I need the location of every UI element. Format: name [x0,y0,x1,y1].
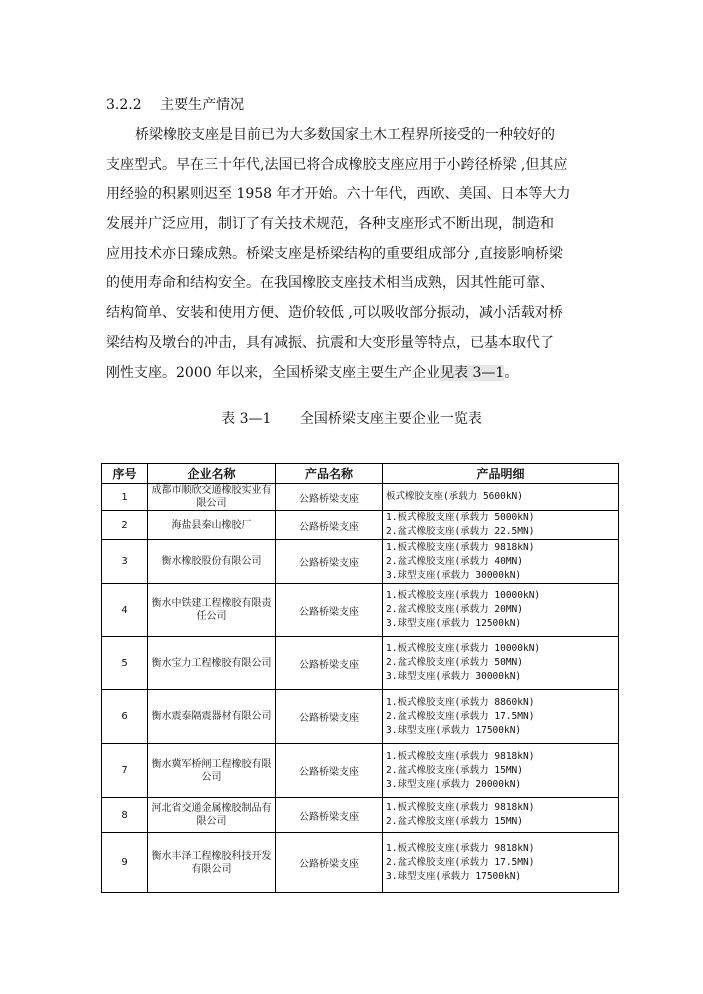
detail-line: 1.板式橡胶支座(承载力 10000kN) [386,643,541,654]
detail-line: 2.盆式橡胶支座(承载力 15MN) [386,764,523,776]
detail-line: 2.盆式橡胶支座(承载力 22.5MN) [386,526,535,537]
row-no: 8 [102,798,148,833]
row-product: 公路桥梁支座 [276,540,383,584]
table-caption-title: 全国桥梁支座主要企业一览表 [299,411,482,427]
detail-line: 板式橡胶支座(承载力 5600kN) [386,491,523,502]
row-details [383,833,619,893]
row-company: 衡水震泰隔震器材有限公司 [148,690,276,744]
detail-line: 1.板式橡胶支座(承载力 8860kN) [386,696,535,708]
row-product: 公路桥梁支座 [276,511,383,540]
detail-line: 1.板式橡胶支座(承载力 9818kN) [386,541,535,553]
table-row [102,833,619,893]
row-product: 公路桥梁支座 [276,833,383,893]
row-details [383,744,619,798]
section-heading [106,94,244,114]
detail-line: 3.球型支座(承载力 30000kN) [386,671,522,682]
row-no: 4 [102,584,148,637]
table-row [102,744,619,798]
row-details [383,798,619,833]
paragraph-line: 支座型式。早在三十年代,法国已将合成橡胶支座应用于小跨径桥梁 ,但其应 [106,156,568,173]
row-no: 7 [102,744,148,798]
body-paragraph [106,121,606,388]
detail-line: 2.盆式橡胶支座(承载力 17.5MN) [386,856,535,868]
row-details [383,690,619,744]
table-caption [0,408,703,428]
row-company: 成都市顺欣交通橡胶实业有限公司 [148,484,276,511]
detail-line: 2.盆式橡胶支座(承载力 50MN) [386,657,523,668]
detail-line: 2.盆式橡胶支座(承载力 15MN) [386,816,523,827]
detail-line: 3.球型支座(承载力 30000kN) [386,569,522,581]
row-company: 衡水宝力工程橡胶有限公司 [148,637,276,690]
table-reference-highlight: 见表 3—1 [440,364,505,381]
row-product: 公路桥梁支座 [276,798,383,833]
table-header-row [102,464,619,484]
row-details [383,484,619,511]
row-company: 河北省交通金属橡胶制品有限公司 [148,798,276,833]
row-company: 衡水中铁建工程橡胶有限责任公司 [148,584,276,637]
row-details [383,584,619,637]
section-number: 3.2.2 [106,97,142,113]
detail-line: 1.板式橡胶支座(承载力 5000kN) [386,512,535,523]
row-product: 公路桥梁支座 [276,584,383,637]
header-no: 序号 [102,464,148,484]
row-company: 衡水丰泽工程橡胶科技开发有限公司 [148,833,276,893]
row-product: 公路桥梁支座 [276,637,383,690]
row-no: 3 [102,540,148,584]
detail-line: 1.板式橡胶支座(承载力 10000kN) [386,590,541,601]
detail-line: 3.球型支座(承载力 17500kN) [386,724,522,736]
row-no: 1 [102,484,148,511]
detail-line: 3.球型支座(承载力 17500kN) [386,870,522,882]
paragraph-line: 桥梁橡胶支座是目前已为大多数国家土木工程界所接受的一种较好的 [135,127,555,143]
paragraph-line: 结构简单、安装和使用方便、造价较低 ,可以吸收部分振动，减小活载对桥 [106,305,563,322]
enterprise-table [101,463,619,893]
detail-line: 3.球型支座(承载力 12500kN) [386,618,522,629]
last-line-text: 刚性支座。2000 年以来，全国桥梁支座主要生产企业 [106,364,441,381]
paragraph-line: 梁结构及墩台的冲击，具有减振、抗震和大变形量等特点，已基本取代了 [106,334,554,351]
paragraph-line: 发展并广泛应用，制订了有关技术规范，各种支座形式不断出现，制造和 [106,216,554,233]
row-no: 9 [102,833,148,893]
table-row [102,484,619,511]
row-details [383,511,619,540]
header-product: 产品名称 [276,464,383,484]
table-row [102,798,619,833]
table-row [102,540,619,584]
paragraph-last-line [106,359,606,389]
row-no: 5 [102,637,148,690]
row-product: 公路桥梁支座 [276,484,383,511]
detail-line: 1.板式橡胶支座(承载力 9818kN) [386,842,535,854]
paragraph-line: 的使用寿命和结构安全。在我国橡胶支座技术相当成熟，因其性能可靠、 [106,275,554,292]
table-row [102,584,619,637]
detail-line: 1.板式橡胶支座(承载力 9818kN) [386,802,535,813]
row-no: 2 [102,511,148,540]
detail-line: 1.板式橡胶支座(承载力 9818kN) [386,750,535,762]
row-no: 6 [102,690,148,744]
last-line-end: 。 [504,364,519,381]
detail-line: 2.盆式橡胶支座(承载力 40MN) [386,555,523,567]
row-product: 公路桥梁支座 [276,690,383,744]
detail-line: 3.球型支座(承载力 20000kN) [386,778,522,790]
row-product: 公路桥梁支座 [276,744,383,798]
table-row [102,511,619,540]
row-company: 衡水冀军桥闸工程橡胶有限公司 [148,744,276,798]
row-company: 海盐县秦山橡胶厂 [148,511,276,540]
detail-line: 2.盆式橡胶支座(承载力 20MN) [386,604,523,615]
header-details: 产品明细 [383,464,619,484]
row-company: 衡水橡胶股份有限公司 [148,540,276,584]
header-company: 企业名称 [148,464,276,484]
row-details [383,637,619,690]
table-row [102,690,619,744]
row-details [383,540,619,584]
section-title: 主要生产情况 [160,97,245,113]
detail-line: 2.盆式橡胶支座(承载力 17.5MN) [386,710,535,722]
paragraph-line: 用经验的积累则迟至 1958 年才开始。六十年代，西欧、美国、日本等大力 [106,186,571,203]
table-row [102,637,619,690]
paragraph-line: 应用技术亦日臻成熟。桥梁支座是桥梁结构的重要组成部分 ,直接影响桥梁 [106,245,563,262]
table-caption-number: 表 3—1 [221,411,272,427]
